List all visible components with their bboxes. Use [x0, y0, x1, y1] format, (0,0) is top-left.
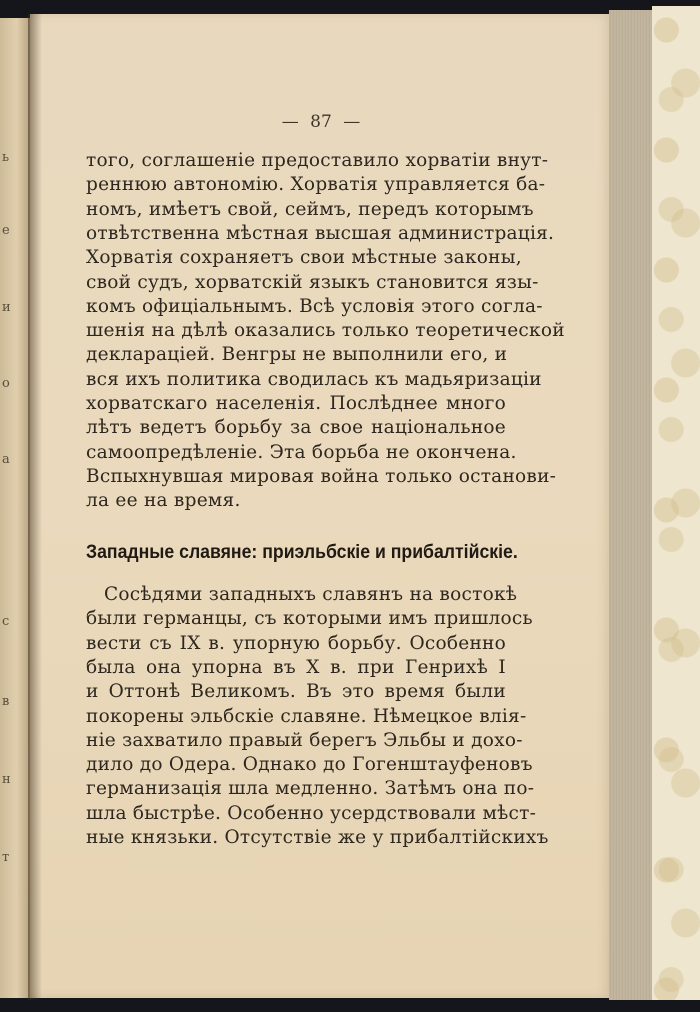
- prev-page-fragment: в: [2, 694, 10, 709]
- text-line: комъ офиціальнымъ. Всѣ условія этого согла-: [86, 295, 543, 317]
- text-line: ла ее на время.: [86, 490, 241, 512]
- book-cover-edge: [652, 6, 700, 1000]
- prev-page-fragment: и: [2, 300, 11, 315]
- gutter-shadow: [28, 14, 42, 1000]
- prev-page-fragment: с: [2, 614, 10, 629]
- text-line: Сосѣдями западныхъ славянъ на востокѣ: [104, 584, 518, 605]
- text-line: деклараціей. Венгры не выполнили его, и: [86, 344, 508, 366]
- page-number: — 87 —: [281, 112, 361, 132]
- text-line: шла быстрѣе. Особенно усердствовали мѣст-: [86, 802, 537, 824]
- text-line: дило до Одера. Однако до Гогенштауфеновъ: [86, 754, 533, 776]
- page-block-edges: [609, 10, 657, 1000]
- text-line: Вспыхнувшая мировая война только останови-: [86, 465, 557, 487]
- text-line: самоопредѣленіе. Эта борьба не окончена.: [86, 441, 517, 463]
- prev-page-fragment: ь: [2, 150, 10, 165]
- text-line: номъ, имѣетъ свой, сеймъ, передъ которымъ: [86, 198, 534, 220]
- prev-page-fragment: а: [2, 452, 10, 467]
- prev-page-fragment: т: [2, 850, 10, 865]
- text-line: хорватскаго населенія. Послѣднее много: [86, 393, 506, 414]
- text-line: были германцы, съ которыми имъ пришлось: [86, 608, 533, 630]
- prev-page-fragment: о: [2, 376, 10, 391]
- text-line: ніе захватило правый берегъ Эльбы и дохо-: [86, 729, 523, 751]
- text-line: реннюю автономію. Хорватія управляется ба-: [86, 174, 546, 196]
- text-line: была она упорна въ X в. при Генрихѣ I: [86, 656, 506, 678]
- text-line: того, соглашеніе предоставило хорватіи внут-: [86, 150, 549, 171]
- text-line: лѣтъ ведетъ борьбу за свое національное: [86, 417, 506, 439]
- section-heading: Западные славяне: приэльбскіе и прибалтійскіе.: [86, 542, 518, 563]
- text-line: свой судъ, хорватскій языкъ становится язы-: [86, 271, 539, 293]
- text-line: германизація шла медленно. Затѣмъ она по-: [86, 778, 535, 800]
- text-line: вся ихъ политика сводилась къ мадьяризаціи: [86, 368, 542, 390]
- text-line: и Оттонѣ Великомъ. Въ это время были: [86, 681, 506, 703]
- prev-page-fragment: н: [2, 772, 11, 787]
- text-line: шенія на дѣлѣ оказались только теоретической: [86, 320, 565, 342]
- prev-page-fragment: е: [2, 223, 10, 238]
- previous-page-edge: [0, 18, 31, 998]
- text-line: вести съ IX в. упорную борьбу. Особенно: [86, 632, 506, 654]
- text-line: Хорватія сохраняетъ свои мѣстные законы,: [86, 247, 522, 269]
- text-line: отвѣтственна мѣстная высшая администрація.: [86, 222, 555, 244]
- text-line: покорены эльбскіе славяне. Нѣмецкое влія-: [86, 705, 527, 727]
- text-line: ные князьки. Отсутствіе же у прибалтійскихъ: [86, 827, 549, 848]
